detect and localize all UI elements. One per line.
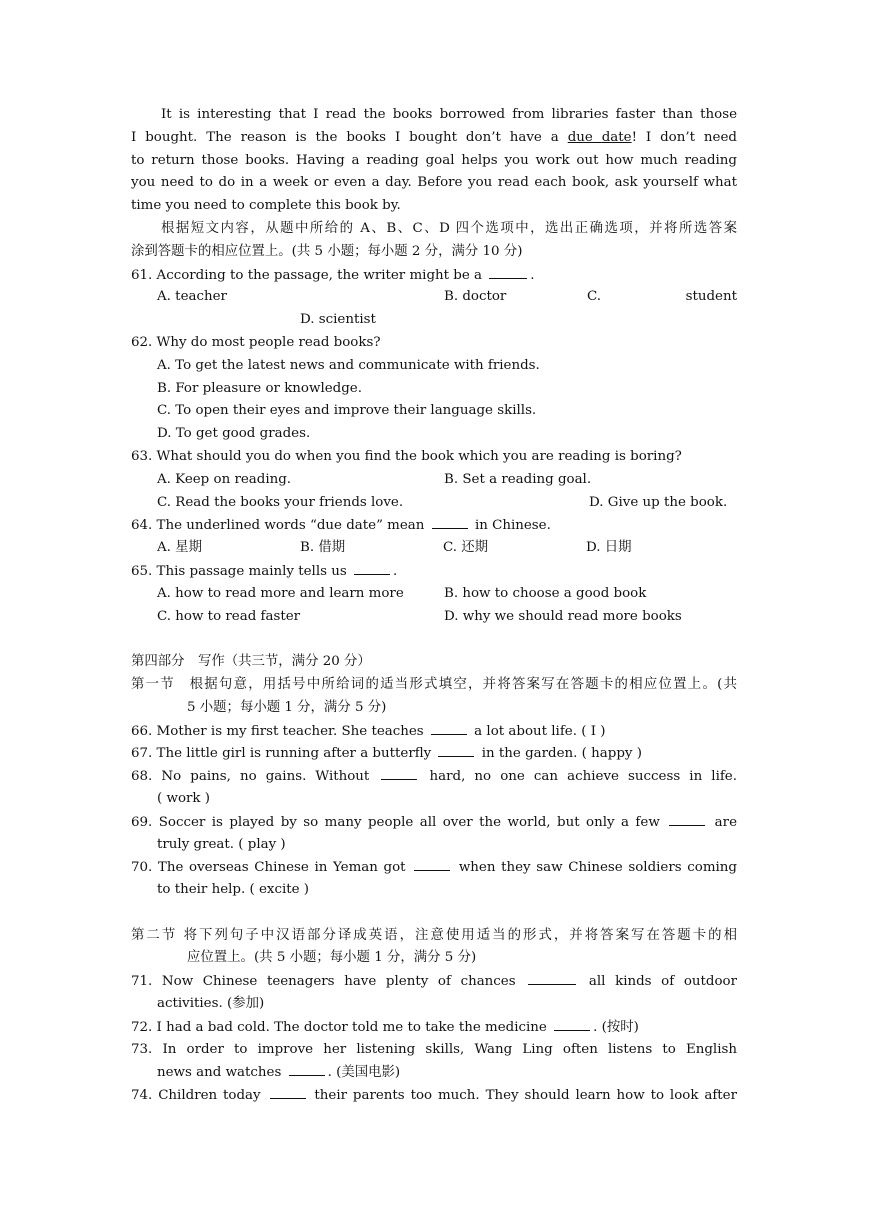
exam-page-content: [131, 104, 737, 1107]
question-73-cont: [131, 1061, 737, 1084]
answer-blank: [270, 1084, 306, 1099]
passage-line: you need to do in a week or even a day. Before you read each book, ask yourself what: [131, 175, 737, 191]
option-d: D. scientist: [300, 312, 376, 328]
question-67: [131, 742, 737, 765]
passage-line: time you need to complete this book by.: [131, 198, 401, 214]
question-65-stem: [131, 560, 737, 583]
question-65-options: [131, 583, 737, 606]
answer-blank: [354, 560, 390, 575]
answer-blank: [489, 264, 527, 279]
option-c: C. To open their eyes and improve their language skills.: [157, 403, 537, 419]
question-64-stem: [131, 514, 737, 537]
option-b: B. 借期: [300, 540, 346, 556]
stem-text: in Chinese.: [470, 518, 551, 534]
option-a: A. Keep on reading.: [157, 471, 292, 487]
option-d: D. Give up the book.: [589, 494, 728, 510]
spacer: [131, 902, 737, 925]
question-70-cont: to their help. ( excite ): [157, 882, 310, 898]
question-71-cont: activities. (参加): [157, 996, 265, 1012]
option-d: D. why we should read more books: [444, 608, 682, 624]
stem-text: 69. Soccer is played by so many people all over the world, but only a few: [131, 814, 667, 830]
option-c: C. 还期: [443, 540, 489, 556]
answer-blank: [669, 811, 705, 826]
option-c: C.: [587, 289, 602, 305]
answer-blank: [289, 1061, 325, 1076]
option-c: C. how to read faster: [157, 608, 301, 624]
passage-text: ! I don’t need: [631, 129, 737, 145]
stem-text: 74. Children today: [131, 1088, 267, 1104]
question-61-stem: [131, 264, 737, 287]
question-63-options: [131, 469, 737, 492]
stem-text: 72. I had a bad cold. The doctor told me to take the medicine: [131, 1019, 552, 1035]
part4-title: 第四部分 写作（共三节，满分 20 分）: [131, 654, 371, 670]
answer-blank: [431, 720, 467, 735]
stem-text: . (按时): [593, 1019, 639, 1035]
option-a: A. how to read more and learn more: [157, 585, 404, 601]
stem-text: 70. The overseas Chinese in Yeman got: [131, 860, 412, 876]
question-68-cont: ( work ): [157, 790, 211, 806]
question-70: [131, 856, 737, 879]
stem-text: 68. No pains, no gains. Without: [131, 769, 379, 785]
option-d: D. 日期: [586, 540, 632, 556]
section1-instruction: 5 小题；每小题 1 分，满分 5 分): [187, 699, 387, 715]
stem-text: . (美国电影): [327, 1065, 401, 1081]
reading-instruction: 根据短文内容，从题中所给的 A、B、C、D 四个选项中，选出正确选项，并将所选答案: [161, 220, 737, 236]
answer-blank: [432, 514, 468, 529]
stem-text: in the garden. ( happy ): [477, 746, 642, 762]
answer-blank: [381, 765, 417, 780]
stem-text: when they saw Chinese soldiers coming: [453, 860, 737, 876]
passage-line: to return those books. Having a reading goal helps you work out how much reading: [131, 152, 737, 168]
option-b: B. For pleasure or knowledge.: [157, 380, 362, 396]
stem-text: all kinds of outdoor: [579, 974, 737, 990]
question-63-stem: 63. What should you do when you find the book which you are reading is boring?: [131, 448, 682, 464]
section2-instruction: 第二节 将下列句子中汉语部分译成英语，注意使用适当的形式，并将答案写在答题卡的相: [131, 927, 737, 943]
stem-text: 61. According to the passage, the writer might be a: [131, 267, 487, 283]
stem-text: 67. The little girl is running after a butterfly: [131, 746, 436, 762]
question-68: [131, 765, 737, 788]
answer-blank: [528, 970, 576, 985]
stem-text: 64. The underlined words “due date” mean: [131, 518, 429, 534]
stem-text: hard, no one can achieve success in life.: [420, 769, 737, 785]
section1-instruction: 第一节 根据句意，用括号中所给词的适当形式填空，并将答案写在答题卡的相应位置上。(共: [131, 676, 737, 692]
option-b: B. how to choose a good book: [444, 585, 647, 601]
option-a: A. teacher: [157, 289, 227, 305]
question-61-options: [131, 286, 737, 309]
question-66: [131, 720, 737, 743]
answer-blank: [554, 1016, 590, 1031]
stem-text: news and watches: [157, 1065, 286, 1081]
question-69: [131, 811, 737, 834]
question-74: [131, 1084, 737, 1107]
stem-text: .: [393, 563, 398, 579]
question-62-stem: 62. Why do most people read books?: [131, 334, 381, 350]
stem-text: 65. This passage mainly tells us: [131, 563, 351, 579]
question-73: 73. In order to improve her listening skills, Wang Ling often listens to English: [131, 1041, 737, 1057]
option-a: A. To get the latest news and communicate with friends.: [157, 357, 540, 373]
spacer: [131, 628, 737, 651]
stem-text: are: [708, 814, 737, 830]
stem-text: their parents too much. They should learn how to look after: [308, 1088, 737, 1104]
question-65-options: [131, 606, 737, 629]
question-69-cont: truly great. ( play ): [157, 836, 286, 852]
answer-blank: [414, 856, 450, 871]
stem-text: 66. Mother is my first teacher. She teaches: [131, 723, 428, 739]
answer-blank: [438, 742, 474, 757]
passage-text: I bought. The reason is the books I bought don’t have a: [131, 129, 568, 145]
option-b: B. Set a reading goal.: [444, 471, 592, 487]
option-d: D. To get good grades.: [157, 426, 311, 442]
question-64-options: [131, 537, 737, 560]
stem-text: 71. Now Chinese teenagers have plenty of chances: [131, 974, 526, 990]
stem-text: a lot about life. ( I ): [469, 723, 606, 739]
reading-instruction: 涂到答题卡的相应位置上。(共 5 小题；每小题 2 分，满分 10 分): [131, 243, 523, 259]
option-c-text: student: [685, 289, 737, 305]
passage-line: [131, 127, 737, 150]
option-c: C. Read the books your friends love.: [157, 494, 404, 510]
question-63-options: [131, 492, 737, 515]
option-a: A. 星期: [157, 540, 202, 556]
passage-line: It is interesting that I read the books borrowed from libraries faster than those: [161, 107, 737, 122]
question-71: [131, 970, 737, 993]
option-b: B. doctor: [444, 289, 507, 305]
underlined-due-date: due date: [567, 129, 632, 145]
question-72: [131, 1016, 737, 1039]
stem-text: .: [530, 267, 535, 283]
section2-instruction: 应位置上。(共 5 小题；每小题 1 分，满分 5 分): [187, 950, 477, 966]
